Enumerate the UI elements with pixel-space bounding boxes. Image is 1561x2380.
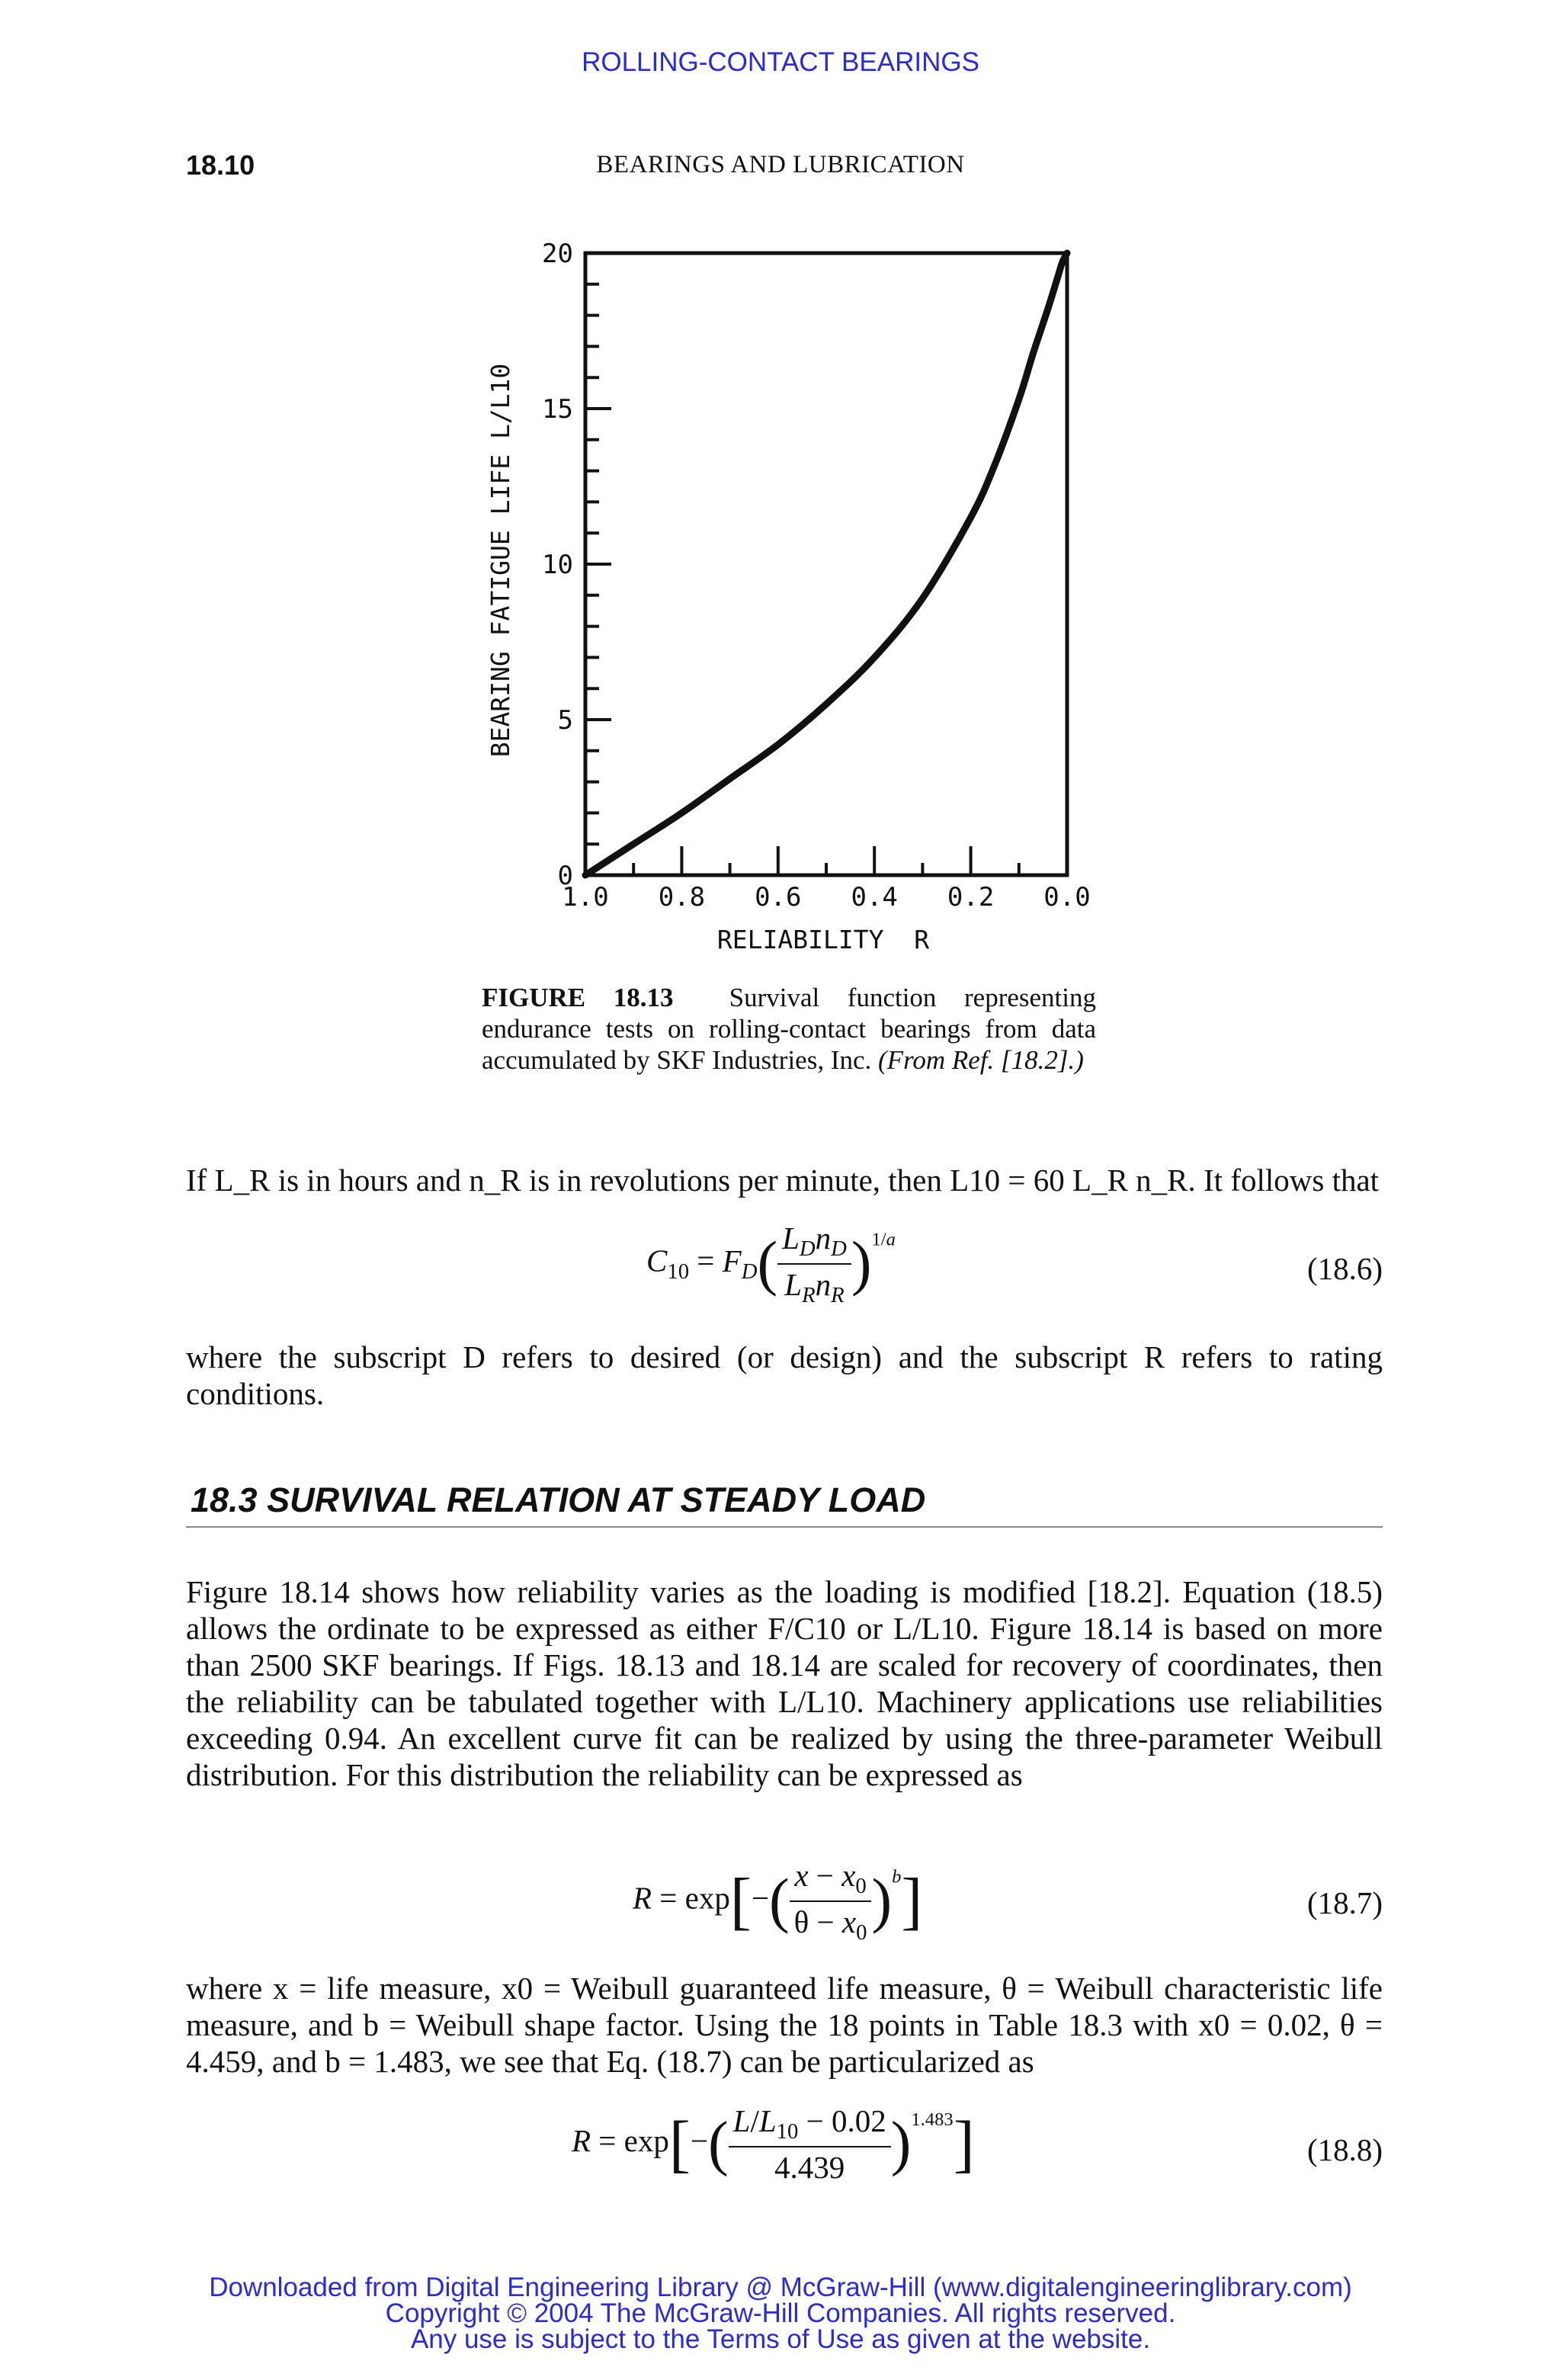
x-tick-label: 0.0	[1043, 882, 1091, 913]
header-link[interactable]: ROLLING-CONTACT BEARINGS	[582, 47, 979, 77]
equation-18-7: R = exp[−( $\frac{x - x_0}{\theta - x_0}$ )$^b$]	[633, 1858, 923, 1945]
plot-frame	[585, 253, 1067, 875]
y-axis-label: BEARING FATIGUE LIFE L/L10	[486, 363, 515, 758]
figure-caption	[482, 982, 1096, 1076]
caption-text: Survival function representing endurance tests on rolling-contact bearings from data accumulated by SKF Industries, Inc.	[482, 983, 1096, 1075]
footer-line-3: Any use is subject to the Terms of Use as given at the website.	[410, 2324, 1151, 2354]
x-tick-label: 0.6	[755, 882, 802, 913]
equation-number-18-7: (18.7)	[1306, 1885, 1383, 1920]
equation-18-8: R = exp[−( $\frac{L/L_{10} - 0.02}{4.439}$ )$^{1.483}$]	[572, 2103, 975, 2186]
x-tick-label: 0.8	[658, 882, 706, 913]
equation-18-6: $C_{10} = F_D$( $\frac{L_Dn_D}{L_Rn_R}$ )$^{1/a}$	[646, 1220, 896, 1308]
figure-18-13-chart	[473, 236, 1098, 968]
caption-label: FIGURE 18.13	[482, 983, 674, 1012]
y-tick-label: 15	[542, 394, 573, 425]
y-tick-label: 20	[542, 239, 573, 269]
paragraph-4: where x = life measure, x0 = Weibull guaranteed life measure, θ = Weibull characteristic life measure, and b = Weibull shape factor. Using the 18 points in Table 18.3 with x0 = 0.02, θ = 4.459, and b = 1.483, we see that Eq. (18.7) can be particularized as	[186, 1971, 1383, 2079]
x-axis-label: RELIABILITY R	[716, 925, 930, 954]
x-tick-label: 0.4	[851, 882, 898, 913]
x-tick-label: 1.0	[562, 882, 609, 913]
running-title: BEARINGS AND LUBRICATION	[596, 151, 965, 178]
paragraph-3: Figure 18.14 shows how reliability varies as the loading is modified [18.2]. Equation (18.5) allows the ordinate to be expressed as either F/C10 or L/L10. Figure 18.14 is based on more than 2500 SKF bearings. If Figs. 18.13 and 18.14 are scaled for recovery of coordinates, then the reliability can be tabulated together with L/L10. Machinery applications use reliabilities exceeding 0.94. An excellent curve fit can be realized by using the three-parameter Weibull distribution. For this distribution the reliability can be expressed as	[186, 1574, 1383, 1792]
survival-curve	[585, 253, 1067, 875]
footer-line-2: Copyright © 2004 The McGraw-Hill Companies. All rights reserved.	[385, 2298, 1176, 2328]
equation-number-18-8: (18.8)	[1306, 2132, 1383, 2167]
page-number: 18.10	[186, 149, 255, 181]
footer-line-1[interactable]: Downloaded from Digital Engineering Library @ McGraw-Hill (www.digitalengineeringlibrary.com)	[209, 2273, 1352, 2302]
y-tick-label: 10	[542, 550, 573, 580]
y-tick-label: 5	[557, 705, 573, 736]
section-heading: 18.3 SURVIVAL RELATION AT STEADY LOAD	[191, 1480, 926, 1519]
equation-number-18-6: (18.6)	[1306, 1251, 1383, 1286]
paragraph-2: where the subscript D refers to desired (or design) and the subscript R refers to rating conditions.	[186, 1339, 1383, 1411]
paragraph-1: If L_R is in hours and n_R is in revolutions per minute, then L10 = 60 L_R n_R. It follows that	[186, 1163, 1380, 1198]
section-rule	[186, 1526, 1383, 1528]
x-tick-label: 0.2	[947, 882, 995, 913]
y-tick-label: 0	[557, 861, 573, 891]
caption-source: (From Ref. [18.2].)	[878, 1045, 1084, 1075]
